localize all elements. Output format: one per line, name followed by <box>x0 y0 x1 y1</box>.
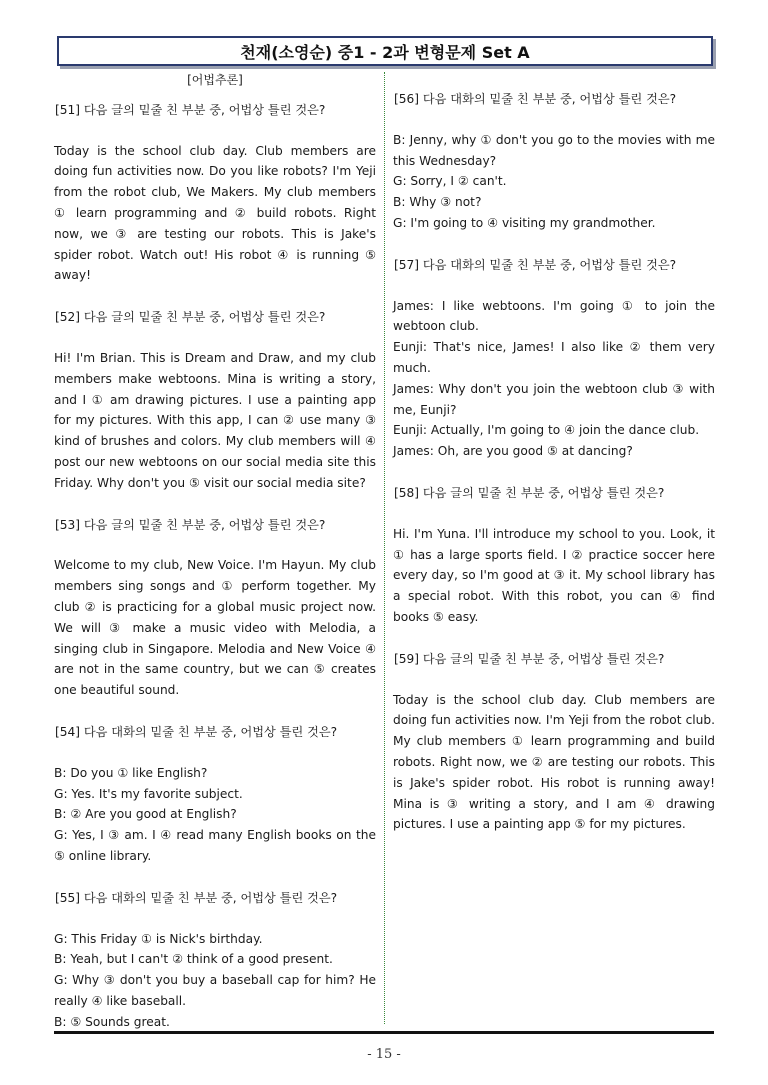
question-title: [58] 다음 글의 밑줄 친 부분 중, 어법상 틀린 것은? <box>394 485 665 500</box>
dialogue-line: B: ⑤ Sounds great. <box>54 1014 170 1029</box>
question-53 <box>54 515 376 701</box>
question-51 <box>54 100 376 286</box>
question-title: [57] 다음 대화의 밑줄 친 부분 중, 어법상 틀린 것은? <box>394 257 677 272</box>
question-59 <box>393 649 715 835</box>
question-passage: Hi! I'm Brian. This is Dream and Draw, and my club members make webtoons. Mina is writing a story, and I ① am drawing pictures. I use a painting app for my pictures. With this app, I can ② use many ③ kind of brushes and colors. My club members will ④ post our new webtoons on our social media site this Friday. Why don't you ⑤ visit our social media site? <box>54 350 376 490</box>
page-number: - 15 - <box>367 1047 401 1062</box>
dialogue-line: James: Why don't you join the webtoon club ③ with me, Eunji? <box>393 381 715 417</box>
question-title: [56] 다음 대화의 밑줄 친 부분 중, 어법상 틀린 것은? <box>394 92 677 106</box>
header-title: 천재(소영순) 중1 - 2과 변형문제 Set A <box>57 36 713 66</box>
dialogue-line: B: Do you ① like English? <box>54 765 208 780</box>
left-column <box>54 70 376 1053</box>
dialogue-line: G: I'm going to ④ visiting my grandmother. <box>393 215 656 230</box>
dialogue-line: G: Yes. It's my favorite subject. <box>54 786 243 801</box>
question-title: [53] 다음 글의 밑줄 친 부분 중, 어법상 틀린 것은? <box>55 517 326 532</box>
question-title: [55] 다음 대화의 밑줄 친 부분 중, 어법상 틀린 것은? <box>55 890 338 905</box>
question-58 <box>393 483 715 628</box>
question-56 <box>393 89 715 234</box>
dialogue-line: Eunji: Actually, I'm going to ④ join the dance club. <box>393 423 700 438</box>
question-title: [59] 다음 글의 밑줄 친 부분 중, 어법상 틀린 것은? <box>394 651 665 666</box>
question-title: [51] 다음 글의 밑줄 친 부분 중, 어법상 틀린 것은? <box>55 102 326 117</box>
question-title: [54] 다음 대화의 밑줄 친 부분 중, 어법상 틀린 것은? <box>55 724 338 739</box>
dialogue-line: G: Why ③ don't you buy a baseball cap for him? He really ④ like baseball. <box>54 973 376 1008</box>
column-divider <box>384 72 385 1024</box>
dialogue-line: B: ② Are you good at English? <box>54 807 237 822</box>
dialogue-line: B: Jenny, why ① don't you go to the movies with me this Wednesday? <box>393 132 715 168</box>
dialogue-line: James: Oh, are you good ⑤ at dancing? <box>393 444 633 459</box>
question-passage: Hi. I'm Yuna. I'll introduce my school to you. Look, it ① has a large sports field. I ② practice soccer here every day, so I'm good at ③ it. My school library has a special robot. With this robot, you can ④ find books ⑤ easy. <box>393 526 715 624</box>
section-tag: [어법추론] <box>187 73 243 87</box>
dialogue-line: B: Yeah, but I can't ② think of a good present. <box>54 952 333 967</box>
question-passage: Welcome to my club, New Voice. I'm Hayun. My club members sing songs and ① perform together. My club ② is practicing for a global music project now. We will ③ make a music video with Melodia, a singing club in Singapore. Melodia and New Voice ④ are not in the same country, but we can ⑤ creates one beautiful sound. <box>54 558 376 698</box>
footer-rule <box>54 1031 714 1034</box>
question-55 <box>54 888 376 1033</box>
question-57 <box>393 255 715 462</box>
dialogue-line: G: Yes, I ③ am. I ④ read many English books on the ⑤ online library. <box>54 828 376 863</box>
question-54 <box>54 722 376 867</box>
dialogue-line: G: This Friday ① is Nick's birthday. <box>54 931 263 946</box>
right-column <box>393 70 715 856</box>
dialogue-line: B: Why ③ not? <box>393 195 482 210</box>
question-title: [52] 다음 글의 밑줄 친 부분 중, 어법상 틀린 것은? <box>55 310 326 325</box>
question-52 <box>54 307 376 493</box>
dialogue-line: James: I like webtoons. I'm going ① to join the webtoon club. <box>393 298 715 334</box>
dialogue-line: G: Sorry, I ② can't. <box>393 174 507 189</box>
question-passage: Today is the school club day. Club members are doing fun activities now. Do you like robots? I'm Yeji from the robot club, We Makers. My club members ① learn programming and ② build robots. Right now, we ③ are testing our robots. This is Jake's spider robot. Watch out! His robot ④ is running ⑤ away! <box>54 143 376 283</box>
question-passage: Today is the school club day. Club members are doing fun activities now. I'm Yeji from the robot club. My club members ① learn programming and build robots. Right now, we ② are testing our robots. This is Jake's spider robot. His robot is running away! Mina is ③ writing a story, and I am ④ drawing pictures. I use a painting app ⑤ for my pictures. <box>393 692 715 832</box>
dialogue-line: Eunji: That's nice, James! I also like ② them very much. <box>393 340 715 375</box>
